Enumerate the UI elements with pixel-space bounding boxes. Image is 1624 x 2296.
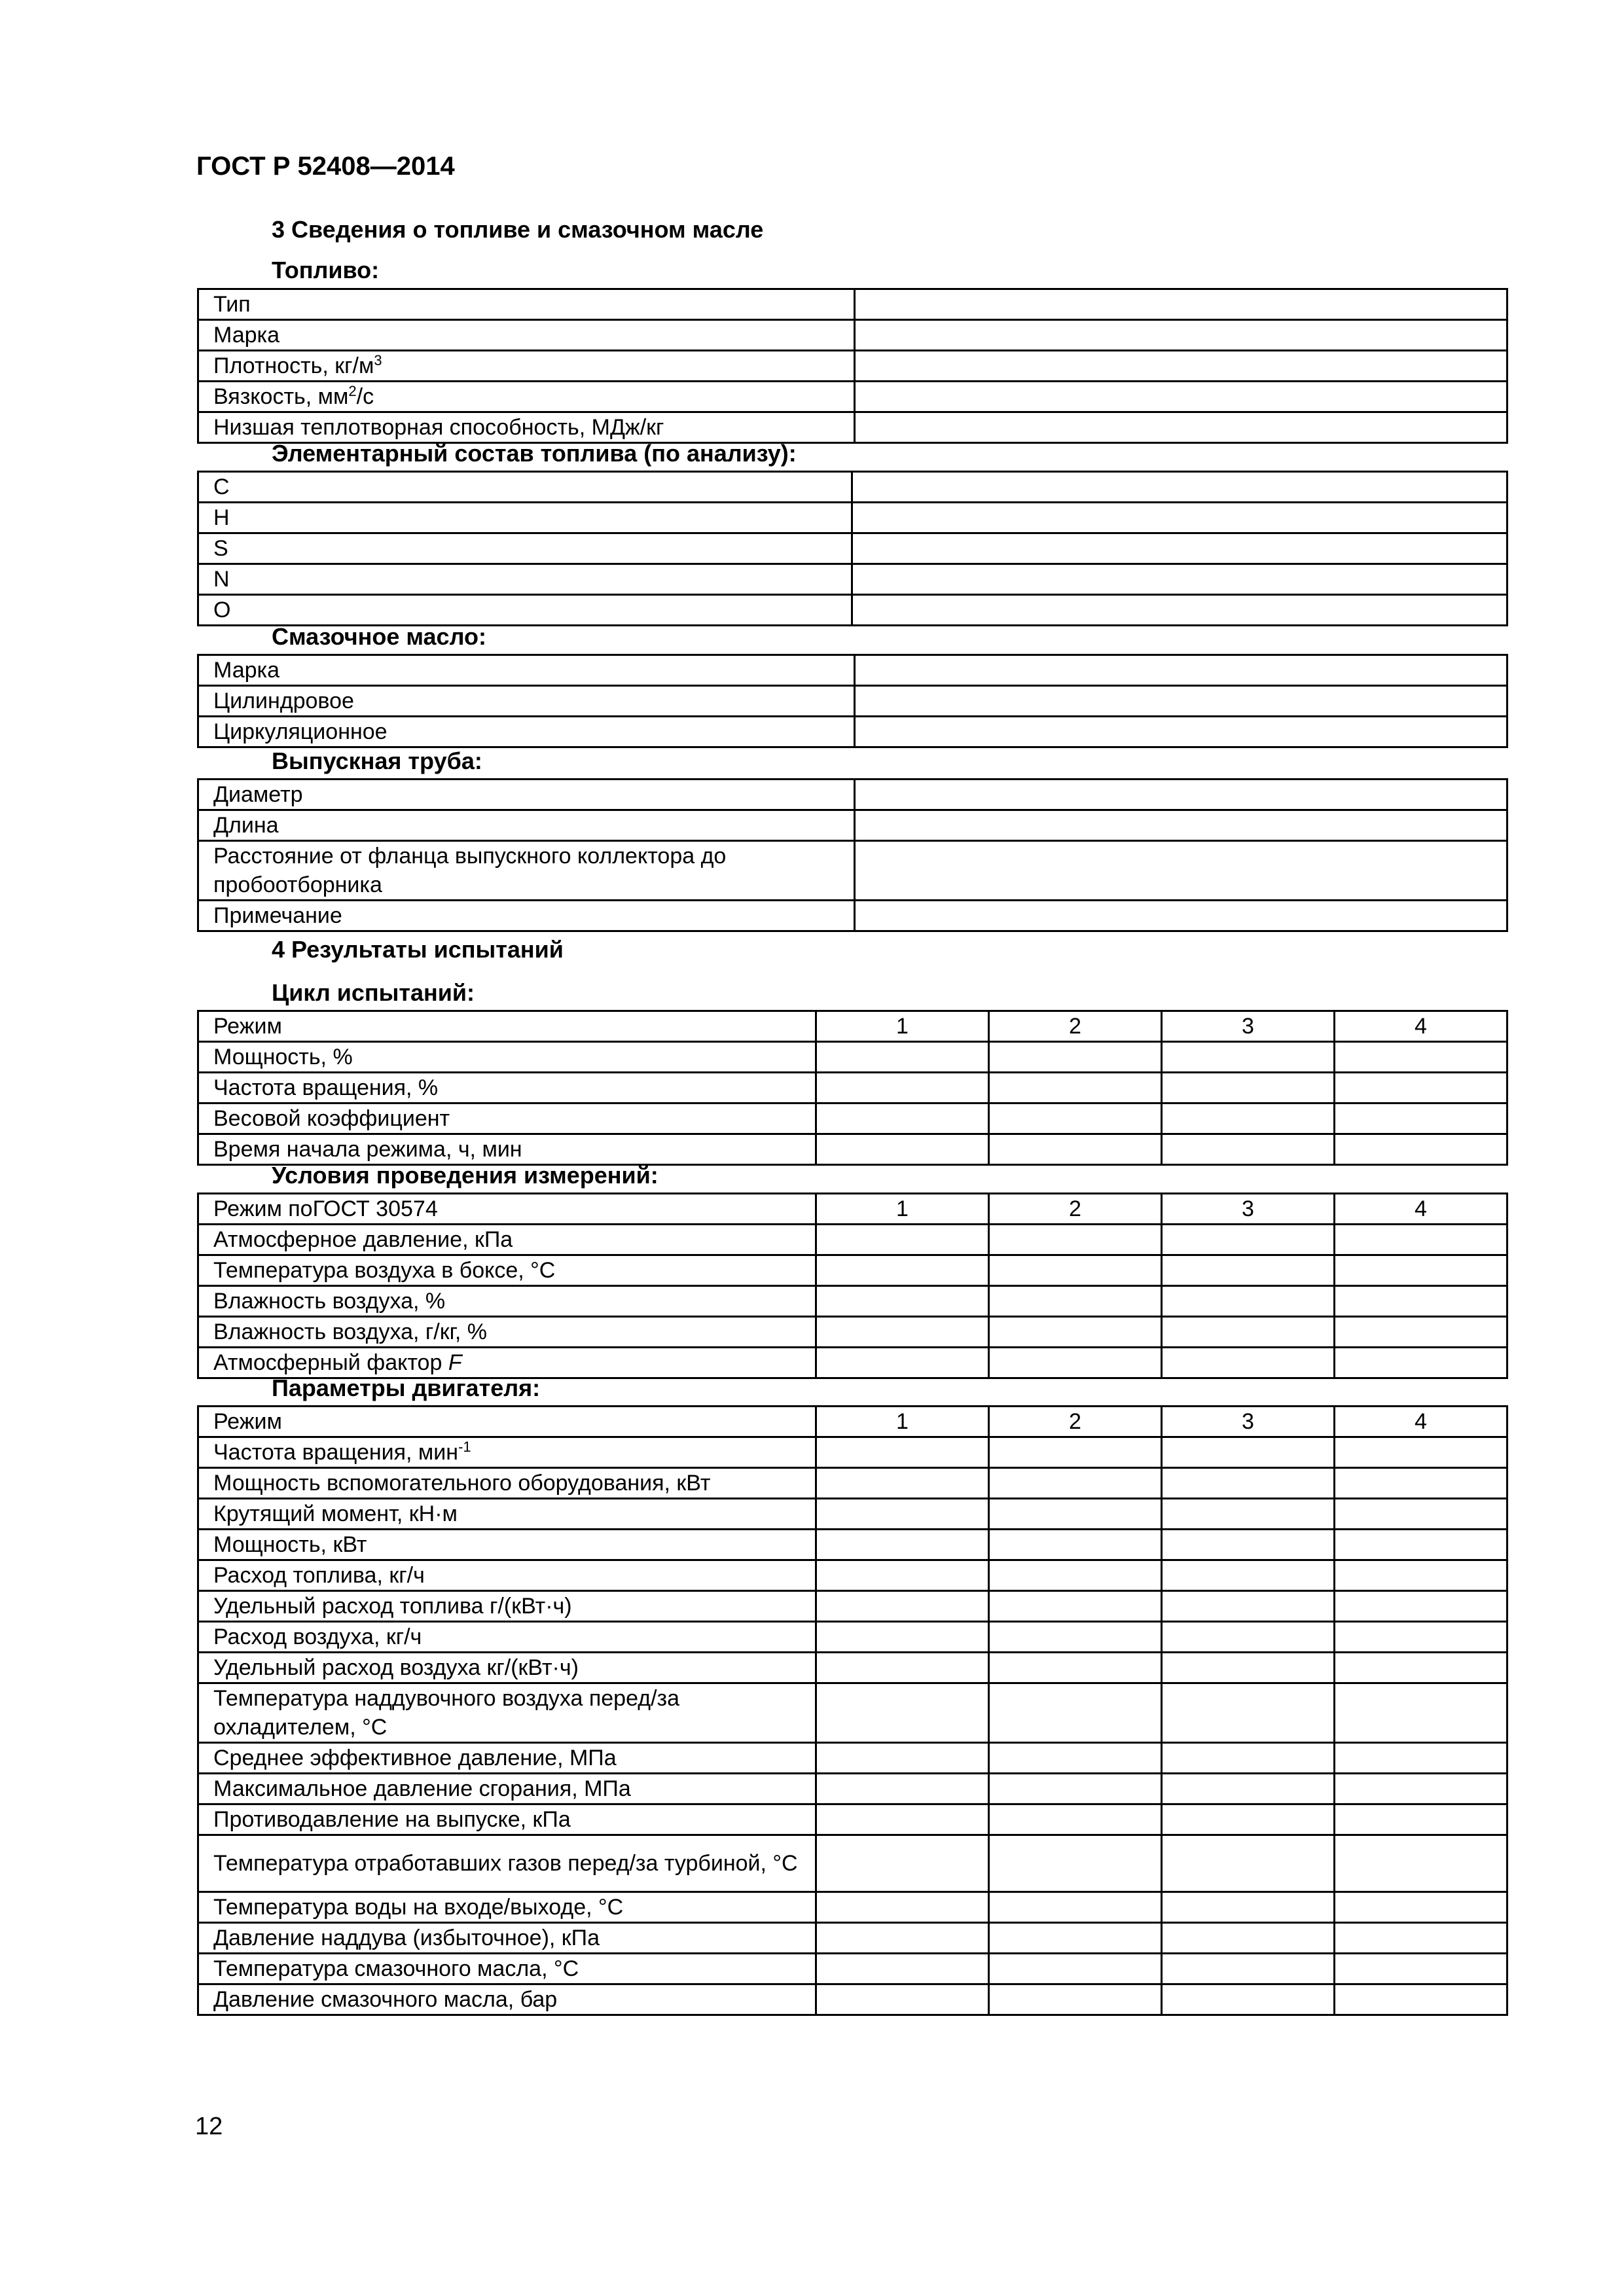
table-row [198,595,1507,626]
value-cell [855,810,1507,841]
row-label: Циркуляционное [198,717,855,747]
row-label: Марка [198,320,855,351]
document-header: ГОСТ Р 52408—2014 [196,152,455,181]
table-row [198,503,1507,533]
row-label: Диаметр [198,780,855,810]
viscosity-superscript: 2 [348,383,357,399]
fuel-title: Топливо: [272,257,380,283]
section-3-title: 3 Сведения о топливе и смазочном масле [272,216,764,243]
row-label: Весовой коэффициент [198,1103,816,1134]
table-row [198,1225,1507,1255]
header-mode-4: 4 [1335,1011,1507,1042]
row-label: Мощность, % [198,1042,816,1073]
table-row [198,780,1507,810]
row-label: Удельный расход воздуха кг/(кВт·ч) [198,1653,816,1683]
table-row [198,1622,1507,1653]
table-row [198,1835,1507,1892]
conditions-title: Условия проведения измерений: [272,1162,659,1189]
header-mode-1: 1 [816,1011,989,1042]
value-cell [852,533,1507,564]
row-label: Температура наддувочного воздуха перед/за охладителем, °С [198,1683,816,1743]
row-label: Давление смазочного масла, бар [198,1984,816,2015]
composition-title: Элементарный состав топлива (по анализу): [272,440,797,467]
table-row [198,320,1507,351]
row-label-density [198,351,855,382]
value-cell [855,901,1507,931]
value-cell [855,412,1507,443]
header-mode-4: 4 [1335,1407,1507,1437]
table-row [198,717,1507,747]
table-row [198,533,1507,564]
row-label: S [198,533,852,564]
table-row [198,1530,1507,1560]
value-cell [855,320,1507,351]
value-cell [852,503,1507,533]
row-label: Низшая теплотворная способность, МДж/кг [198,412,855,443]
header-mode: Режим [198,1011,816,1042]
row-label: Противодавление на выпуске, кПа [198,1804,816,1835]
viscosity-label: Вязкость, мм [213,384,349,409]
table-row [198,1591,1507,1622]
table-row [198,1892,1507,1923]
header-mode-3: 3 [1162,1011,1335,1042]
row-label: O [198,595,852,626]
table-row [198,1984,1507,2015]
header-mode-1: 1 [816,1407,989,1437]
table-row [198,1134,1507,1165]
rpm-label: Частота вращения, мин [213,1440,459,1465]
table-row [198,1954,1507,1984]
value-cell [855,841,1507,901]
value-cell [852,564,1507,595]
row-label: Удельный расход топлива г/(кВт·ч) [198,1591,816,1622]
row-label: Расстояние от фланца выпускного коллектора до пробоотборника [198,841,855,901]
table-row [198,472,1507,503]
table-row [198,1923,1507,1954]
row-label: H [198,503,852,533]
value-cell [855,780,1507,810]
row-label: Частота вращения, % [198,1073,816,1103]
row-label: Давление наддува (избыточное), кПа [198,1923,816,1954]
table-row [198,382,1507,412]
table-row [198,1468,1507,1499]
table-header-row [198,1194,1507,1225]
row-label: Атмосферное давление, кПа [198,1225,816,1255]
exhaust-table [197,778,1508,932]
value-cell [852,472,1507,503]
viscosity-unit-tail: /с [356,384,374,409]
header-mode-2: 2 [989,1407,1162,1437]
row-label-atmospheric-factor [198,1348,816,1378]
page-number: 12 [195,2113,223,2140]
table-row [198,686,1507,717]
table-row [198,289,1507,320]
engine-title: Параметры двигателя: [272,1374,541,1401]
table-row [198,810,1507,841]
row-label: Мощность, кВт [198,1530,816,1560]
row-label: Тип [198,289,855,320]
cycle-title: Цикл испытаний: [272,979,475,1006]
header-mode-2: 2 [989,1194,1162,1225]
conditions-table [197,1193,1508,1379]
row-label: Крутящий момент, кН·м [198,1499,816,1530]
value-cell [855,717,1507,747]
table-row [198,1653,1507,1683]
value-cell [855,382,1507,412]
density-superscript: 3 [374,352,382,368]
table-row [198,1073,1507,1103]
table-row [198,1255,1507,1286]
value-cell [855,655,1507,686]
row-label: Среднее эффективное давление, МПа [198,1743,816,1774]
table-row [198,351,1507,382]
section-4-title: 4 Результаты испытаний [272,936,564,963]
row-label: Марка [198,655,855,686]
row-label: Температура смазочного масла, °С [198,1954,816,1984]
row-label: Время начала режима, ч, мин [198,1134,816,1165]
row-label: Влажность воздуха, г/кг, % [198,1317,816,1348]
row-label: Влажность воздуха, % [198,1286,816,1317]
header-mode-1: 1 [816,1194,989,1225]
table-row [198,1103,1507,1134]
row-label: Температура отработавших газов перед/за турбиной, °С [198,1835,816,1892]
header-mode-3: 3 [1162,1407,1335,1437]
header-mode-2: 2 [989,1011,1162,1042]
row-label: Температура воды на входе/выходе, °С [198,1892,816,1923]
exhaust-title: Выпускная труба: [272,747,482,774]
rpm-superscript: -1 [458,1439,471,1455]
table-row [198,841,1507,901]
value-cell [855,289,1507,320]
composition-table [197,471,1508,626]
row-label: Расход воздуха, кг/ч [198,1622,816,1653]
table-row [198,1774,1507,1804]
oil-title: Смазочное масло: [272,623,486,650]
table-row [198,1804,1507,1835]
row-label: C [198,472,852,503]
row-label: Цилиндровое [198,686,855,717]
value-cell [852,595,1507,626]
table-row [198,1348,1507,1378]
header-mode: Режим поГОСТ 30574 [198,1194,816,1225]
table-row [198,901,1507,931]
table-row [198,1286,1507,1317]
value-cell [855,351,1507,382]
table-header-row [198,1407,1507,1437]
table-row [198,655,1507,686]
table-row [198,1437,1507,1468]
factor-symbol: F [448,1350,462,1375]
table-row [198,1499,1507,1530]
table-row [198,1743,1507,1774]
header-mode-4: 4 [1335,1194,1507,1225]
row-label: Температура воздуха в боксе, °С [198,1255,816,1286]
fuel-table [197,288,1508,444]
density-label: Плотность, кг/м [213,353,374,378]
header-mode: Режим [198,1407,816,1437]
row-label: Максимальное давление сгорания, МПа [198,1774,816,1804]
row-label-viscosity [198,382,855,412]
table-row [198,1042,1507,1073]
table-header-row [198,1011,1507,1042]
engine-table [197,1405,1508,2016]
row-label-rpm [198,1437,816,1468]
table-row [198,412,1507,443]
row-label: Примечание [198,901,855,931]
table-row [198,564,1507,595]
header-mode-3: 3 [1162,1194,1335,1225]
table-row [198,1560,1507,1591]
factor-label: Атмосферный фактор [213,1350,448,1375]
row-label: N [198,564,852,595]
row-label: Мощность вспомогательного оборудования, кВт [198,1468,816,1499]
table-row [198,1683,1507,1743]
oil-table [197,654,1508,748]
value-cell [855,686,1507,717]
row-label: Расход топлива, кг/ч [198,1560,816,1591]
cycle-table [197,1010,1508,1166]
row-label: Длина [198,810,855,841]
table-row [198,1317,1507,1348]
